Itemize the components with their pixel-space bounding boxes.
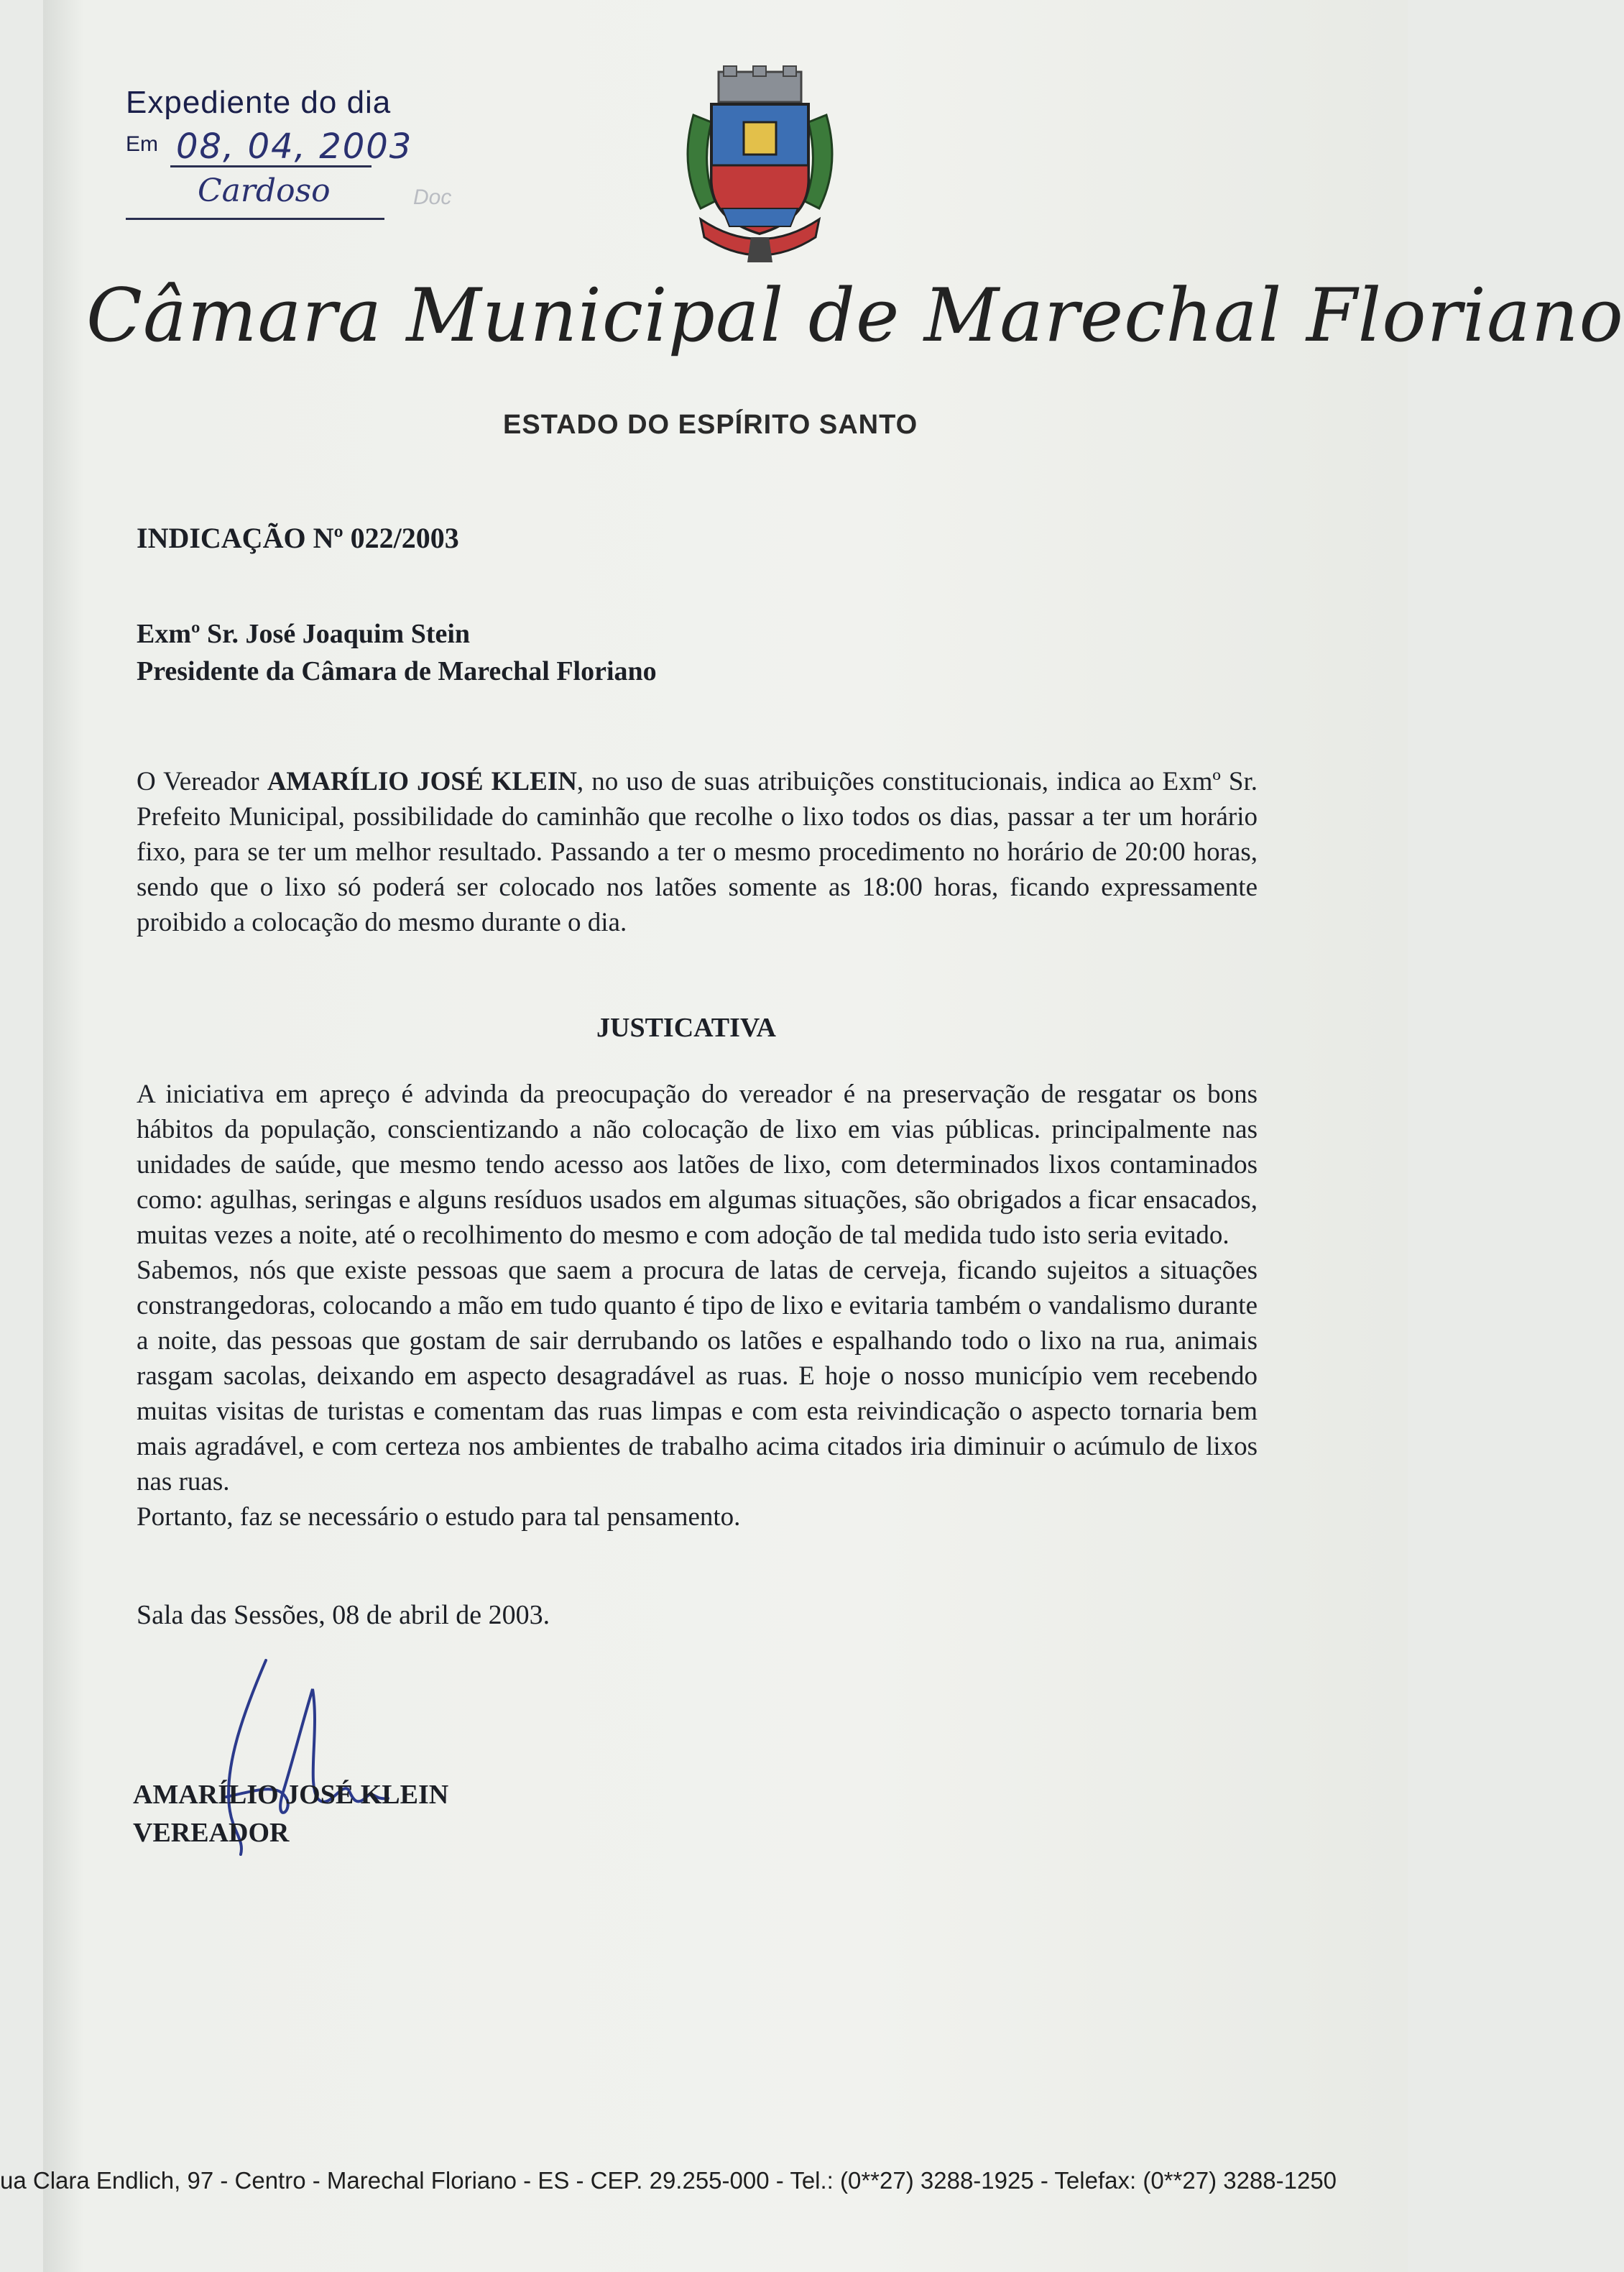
justification-paragraph-2: Sabemos, nós que existe pessoas que saem a procura de latas de cerveja, ficando sujeitos a situações constrangedoras, colocando a mão em tudo quanto é tipo de lixo e evitaria também o vandalismo durante a noite, das pessoas que gostam de sair derrubando os latões e espalhando todo o lixo na rua, animais rasgam sacolas, deixando em aspecto desagradável as ruas. E hoje o nosso município vem recebendo muitas visitas de turistas e comentam das ruas limpas e com esta reivindicação o aspecto tornaria bem mais agradável, e com certeza nos ambientes de trabalho acima citados iria diminuir o acúmulo de lixos nas ruas. bbox=[137, 1256, 1258, 1496]
coat-of-arms-icon bbox=[672, 65, 848, 273]
stamp-title: Expediente do dia bbox=[126, 85, 392, 120]
stamp-faint-note: Doc bbox=[413, 185, 452, 209]
justification-paragraph-3: Portanto, faz se necessário o estudo para tal pensamento. bbox=[137, 1502, 741, 1532]
stamp-date-line bbox=[170, 165, 372, 167]
recipient-title: Presidente da Câmara de Marechal Floriano bbox=[137, 656, 657, 686]
stamp-signature-line bbox=[126, 218, 384, 220]
closing-line: Sala das Sessões, 08 de abril de 2003. bbox=[137, 1600, 550, 1630]
justification-heading: JUSTICATIVA bbox=[596, 1013, 776, 1043]
intro-body: , no uso de suas atribuições constitucionais, indica ao Exmº Sr. Prefeito Municipal, possibilidade do caminhão que recolhe o lixo todos os dias, passar a ter um horário fixo, para se ter um melhor resultado. Passando a ter o mesmo procedimento no horário de 20:00 horas, sendo que o lixo só poderá ser colocado nos latões somente as 18:00 horas, ficando expressamente proibido a colocação do mesmo durante o dia. bbox=[137, 767, 1258, 937]
stamp-em-label: Em bbox=[126, 132, 158, 156]
stamp-date: 08, 04, 2003 bbox=[176, 127, 413, 167]
indication-paragraph bbox=[137, 764, 1258, 940]
institution-title: Câmara Municipal de Marechal Floriano bbox=[86, 273, 1624, 359]
justification-text bbox=[137, 1077, 1258, 1535]
signer-role: VEREADOR bbox=[133, 1818, 290, 1848]
councilor-name: AMARÍLIO JOSÉ KLEIN bbox=[267, 767, 577, 796]
recipient-name: Exmº Sr. José Joaquim Stein bbox=[137, 619, 471, 649]
stamp-signature: Cardoso bbox=[198, 173, 331, 209]
bleed-through-text bbox=[446, 1682, 452, 1709]
document-number: INDICAÇÃO Nº 022/2003 bbox=[137, 522, 459, 554]
state-subtitle: ESTADO DO ESPÍRITO SANTO bbox=[503, 410, 918, 440]
intro-prefix: O Vereador bbox=[137, 767, 267, 796]
signer-name: AMARÍLIO JOSÉ KLEIN bbox=[133, 1780, 449, 1810]
footer-address: ua Clara Endlich, 97 - Centro - Marechal Floriano - ES - CEP. 29.255-000 - Tel.: (0**27) 3288-1925 - Telefax: (0**27) 3288-1250 bbox=[0, 2167, 1337, 2194]
justification-paragraph-1: A iniciativa em apreço é advinda da preocupação do vereador é na preservação de resgatar os bons hábitos da população, conscientizando a não colocação de lixo em vias públicas. principalmente nas unidades de saúde, que mesmo tendo acesso aos latões de lixo, com determinados lixos contaminados como: agulhas, seringas e alguns resíduos usados em algumas situações, são obrigados a ficar ensacados, muitas vezes a noite, até o recolhimento do mesmo e com adoção de tal medida tudo isto seria evitado. bbox=[137, 1080, 1258, 1250]
received-stamp bbox=[126, 85, 499, 229]
